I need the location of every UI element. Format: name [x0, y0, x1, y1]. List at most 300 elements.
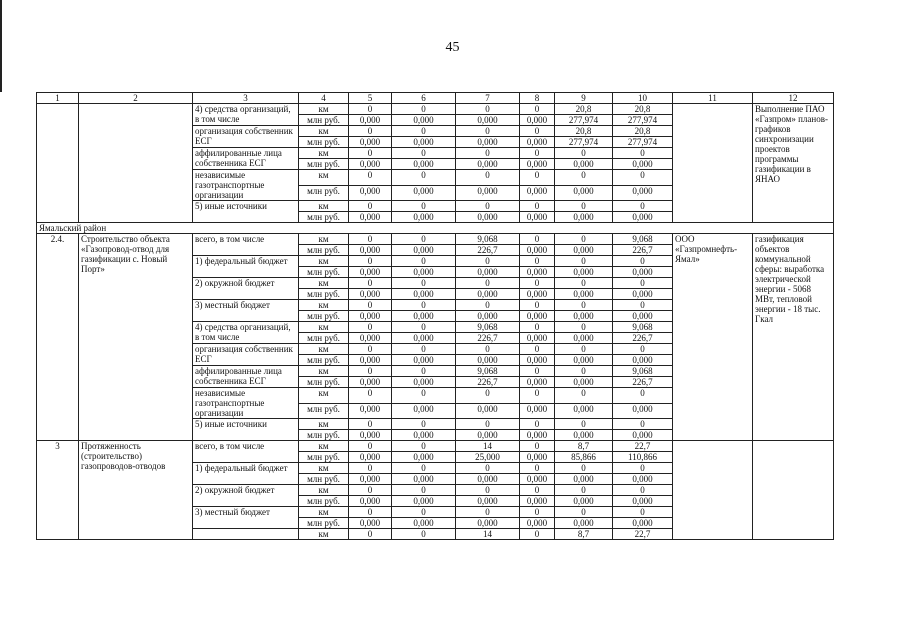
- value-cell: 0: [349, 366, 392, 377]
- funding-source-label: организация собственник ЕСГ: [193, 126, 299, 148]
- value-cell: 0,000: [349, 289, 392, 300]
- expected-result: Выполнение ПАО «Газпром» планов-графиков синхронизации проектов программы газификации в ЯНАО: [753, 104, 834, 223]
- unit-cell: млн руб.: [299, 403, 349, 419]
- item-number: [37, 104, 79, 223]
- value-cell: 0,000: [555, 403, 613, 419]
- value-cell: 0: [555, 300, 613, 311]
- value-cell: 0: [520, 148, 555, 159]
- unit-cell: млн руб.: [299, 267, 349, 278]
- value-cell: 0,000: [349, 518, 392, 529]
- value-cell: 226,7: [613, 333, 673, 344]
- funding-source-label: 1) федеральный бюджет: [193, 463, 299, 485]
- value-cell: 226,7: [613, 245, 673, 256]
- value-cell: 0,000: [555, 496, 613, 507]
- unit-cell: км: [299, 256, 349, 267]
- value-cell: 0,000: [349, 377, 392, 388]
- table-row: [37, 104, 834, 115]
- section-row: [37, 223, 834, 234]
- unit-cell: км: [299, 485, 349, 496]
- value-cell: 0,000: [555, 377, 613, 388]
- value-cell: 14: [456, 441, 520, 452]
- funding-source-label: аффилированные лица собственника ЕСГ: [193, 148, 299, 170]
- value-cell: 0,000: [555, 289, 613, 300]
- column-header: 7: [456, 93, 520, 104]
- column-header: 1: [37, 93, 79, 104]
- expected-result: [753, 441, 834, 540]
- value-cell: 0: [520, 234, 555, 245]
- item-name: Строительство объекта «Газопровод-отвод для газификации с. Новый Порт»: [79, 234, 193, 441]
- value-cell: 0: [520, 485, 555, 496]
- value-cell: 0,000: [520, 452, 555, 463]
- value-cell: 0: [520, 366, 555, 377]
- funding-source-label: 5) иные источники: [193, 419, 299, 441]
- value-cell: 0: [520, 529, 555, 540]
- value-cell: 0: [456, 463, 520, 474]
- value-cell: 0,000: [520, 185, 555, 201]
- unit-cell: км: [299, 126, 349, 137]
- value-cell: 0,000: [392, 185, 456, 201]
- unit-cell: км: [299, 344, 349, 355]
- value-cell: 0: [349, 126, 392, 137]
- value-cell: 0: [520, 300, 555, 311]
- value-cell: 20,8: [555, 104, 613, 115]
- value-cell: 0: [555, 388, 613, 404]
- value-cell: 20,8: [613, 126, 673, 137]
- value-cell: 14: [456, 529, 520, 540]
- column-header: 12: [753, 93, 834, 104]
- value-cell: 0,000: [456, 289, 520, 300]
- value-cell: 0,000: [392, 115, 456, 126]
- value-cell: 0: [392, 529, 456, 540]
- value-cell: 0: [349, 388, 392, 404]
- value-cell: 0,000: [349, 496, 392, 507]
- funding-source-label: всего, в том числе: [193, 234, 299, 256]
- value-cell: 20,8: [555, 126, 613, 137]
- value-cell: 0: [456, 170, 520, 186]
- value-cell: 0,000: [392, 430, 456, 441]
- value-cell: 9,068: [456, 234, 520, 245]
- value-cell: 0,000: [456, 185, 520, 201]
- value-cell: 0: [456, 507, 520, 518]
- value-cell: 0,000: [520, 403, 555, 419]
- unit-cell: млн руб.: [299, 474, 349, 485]
- section-title: Ямальский район: [37, 223, 834, 234]
- value-cell: 0: [520, 507, 555, 518]
- value-cell: 0: [392, 441, 456, 452]
- page-number: 45: [445, 40, 460, 55]
- value-cell: 0,000: [555, 311, 613, 322]
- value-cell: 0,000: [349, 137, 392, 148]
- funding-source-label: 2) окружной бюджет: [193, 278, 299, 300]
- value-cell: 0: [456, 419, 520, 430]
- value-cell: 0: [456, 344, 520, 355]
- unit-cell: км: [299, 170, 349, 186]
- value-cell: 0: [555, 507, 613, 518]
- value-cell: 0: [520, 463, 555, 474]
- value-cell: 0: [392, 126, 456, 137]
- value-cell: 0: [349, 322, 392, 333]
- value-cell: 0: [613, 344, 673, 355]
- column-header: 8: [520, 93, 555, 104]
- value-cell: 0,000: [520, 474, 555, 485]
- value-cell: 0: [613, 278, 673, 289]
- value-cell: 0: [456, 126, 520, 137]
- value-cell: 0,000: [613, 159, 673, 170]
- value-cell: 0,000: [555, 245, 613, 256]
- unit-cell: млн руб.: [299, 496, 349, 507]
- value-cell: 0,000: [613, 267, 673, 278]
- value-cell: 0,000: [613, 496, 673, 507]
- value-cell: 9,068: [456, 366, 520, 377]
- value-cell: 0,000: [456, 267, 520, 278]
- value-cell: 0,000: [613, 518, 673, 529]
- unit-cell: км: [299, 529, 349, 540]
- value-cell: 0,000: [392, 212, 456, 223]
- value-cell: 110,866: [613, 452, 673, 463]
- value-cell: 0: [349, 507, 392, 518]
- value-cell: 0,000: [392, 474, 456, 485]
- value-cell: 0,000: [349, 474, 392, 485]
- column-header: 2: [79, 93, 193, 104]
- value-cell: 0,000: [613, 355, 673, 366]
- column-header: 3: [193, 93, 299, 104]
- value-cell: 0,000: [456, 355, 520, 366]
- value-cell: 0: [456, 148, 520, 159]
- value-cell: 0: [555, 485, 613, 496]
- value-cell: 0: [613, 170, 673, 186]
- value-cell: 0,000: [456, 115, 520, 126]
- column-header: 9: [555, 93, 613, 104]
- value-cell: 0: [520, 322, 555, 333]
- value-cell: 0,000: [349, 452, 392, 463]
- value-cell: 0,000: [555, 212, 613, 223]
- value-cell: 0: [349, 104, 392, 115]
- funding-source-label: 1) федеральный бюджет: [193, 256, 299, 278]
- unit-cell: млн руб.: [299, 333, 349, 344]
- funding-source-label: 4) средства организаций, в том числе: [193, 322, 299, 344]
- funding-source-label: аффилированные лица собственника ЕСГ: [193, 366, 299, 388]
- value-cell: 0,000: [349, 245, 392, 256]
- value-cell: 22,7: [613, 529, 673, 540]
- value-cell: 0: [349, 170, 392, 186]
- value-cell: 0: [392, 388, 456, 404]
- value-cell: 0,000: [520, 159, 555, 170]
- value-cell: 0,000: [349, 185, 392, 201]
- value-cell: 0,000: [456, 430, 520, 441]
- value-cell: 0: [456, 256, 520, 267]
- value-cell: 0: [456, 485, 520, 496]
- value-cell: 0,000: [392, 452, 456, 463]
- unit-cell: млн руб.: [299, 289, 349, 300]
- value-cell: 226,7: [456, 377, 520, 388]
- value-cell: 0,000: [520, 267, 555, 278]
- value-cell: 0,000: [392, 403, 456, 419]
- value-cell: 8,7: [555, 441, 613, 452]
- value-cell: 0: [555, 366, 613, 377]
- value-cell: 0,000: [555, 474, 613, 485]
- value-cell: 0: [520, 344, 555, 355]
- value-cell: 0: [456, 388, 520, 404]
- value-cell: 277,974: [613, 137, 673, 148]
- value-cell: 0: [613, 201, 673, 212]
- unit-cell: км: [299, 366, 349, 377]
- unit-cell: км: [299, 201, 349, 212]
- value-cell: 0: [555, 278, 613, 289]
- value-cell: 0: [555, 201, 613, 212]
- value-cell: 0,000: [520, 212, 555, 223]
- value-cell: 0,000: [349, 430, 392, 441]
- responsible-org: [673, 441, 753, 540]
- value-cell: 22,7: [613, 441, 673, 452]
- value-cell: 0,000: [520, 137, 555, 148]
- value-cell: 0: [349, 148, 392, 159]
- column-header: 5: [349, 93, 392, 104]
- value-cell: 25,000: [456, 452, 520, 463]
- value-cell: 0,000: [456, 159, 520, 170]
- value-cell: 0: [520, 441, 555, 452]
- value-cell: 0: [613, 300, 673, 311]
- column-number-row: [37, 93, 834, 104]
- unit-cell: км: [299, 419, 349, 430]
- funding-source-label: организация собственник ЕСГ: [193, 344, 299, 366]
- unit-cell: млн руб.: [299, 212, 349, 223]
- value-cell: 0: [613, 148, 673, 159]
- item-name: Протяженность (строительство) газопроводов-отводов: [79, 441, 193, 540]
- column-header: 6: [392, 93, 456, 104]
- value-cell: 0: [456, 278, 520, 289]
- item-name: [79, 104, 193, 223]
- item-number: 2.4.: [37, 234, 79, 441]
- value-cell: 0,000: [456, 137, 520, 148]
- value-cell: 277,974: [555, 115, 613, 126]
- value-cell: 0,000: [613, 430, 673, 441]
- value-cell: 0,000: [392, 267, 456, 278]
- value-cell: 0,000: [520, 430, 555, 441]
- value-cell: 226,7: [456, 333, 520, 344]
- unit-cell: км: [299, 148, 349, 159]
- column-header: 11: [673, 93, 753, 104]
- value-cell: 0: [392, 366, 456, 377]
- value-cell: 0: [613, 507, 673, 518]
- value-cell: 0,000: [456, 212, 520, 223]
- unit-cell: млн руб.: [299, 159, 349, 170]
- value-cell: 0: [613, 463, 673, 474]
- value-cell: 0,000: [392, 496, 456, 507]
- value-cell: 0,000: [613, 311, 673, 322]
- value-cell: 0,000: [392, 159, 456, 170]
- value-cell: 8,7: [555, 529, 613, 540]
- value-cell: 0: [392, 170, 456, 186]
- value-cell: 0: [349, 463, 392, 474]
- value-cell: 0: [392, 485, 456, 496]
- gasification-table: [36, 92, 834, 540]
- value-cell: 0: [392, 507, 456, 518]
- unit-cell: км: [299, 104, 349, 115]
- unit-cell: млн руб.: [299, 137, 349, 148]
- value-cell: 0,000: [349, 212, 392, 223]
- unit-cell: км: [299, 234, 349, 245]
- value-cell: 0,000: [392, 137, 456, 148]
- value-cell: 0: [520, 388, 555, 404]
- value-cell: 0: [520, 170, 555, 186]
- item-number: 3: [37, 441, 79, 540]
- value-cell: 0,000: [392, 518, 456, 529]
- value-cell: 0: [392, 344, 456, 355]
- value-cell: 0,000: [555, 430, 613, 441]
- unit-cell: млн руб.: [299, 245, 349, 256]
- value-cell: 0,000: [555, 185, 613, 201]
- unit-cell: км: [299, 388, 349, 404]
- value-cell: 0: [349, 344, 392, 355]
- value-cell: 0: [555, 234, 613, 245]
- value-cell: 0,000: [555, 355, 613, 366]
- value-cell: 226,7: [613, 377, 673, 388]
- value-cell: 0,000: [613, 212, 673, 223]
- value-cell: 0: [392, 278, 456, 289]
- responsible-org: [673, 104, 753, 223]
- value-cell: 0: [555, 322, 613, 333]
- table-row: [37, 441, 834, 452]
- funding-source-label: всего, в том числе: [193, 441, 299, 463]
- value-cell: 0,000: [520, 496, 555, 507]
- value-cell: 0,000: [349, 403, 392, 419]
- funding-source-label: независимые газотранспортные организации: [193, 388, 299, 419]
- value-cell: 0,000: [520, 518, 555, 529]
- value-cell: 0,000: [456, 518, 520, 529]
- value-cell: 0: [349, 300, 392, 311]
- value-cell: 0: [555, 148, 613, 159]
- value-cell: 0,000: [520, 377, 555, 388]
- value-cell: 0: [349, 485, 392, 496]
- unit-cell: млн руб.: [299, 185, 349, 201]
- table-row: [37, 234, 834, 245]
- value-cell: 0: [392, 234, 456, 245]
- value-cell: 0: [613, 388, 673, 404]
- value-cell: 0,000: [392, 289, 456, 300]
- value-cell: 0,000: [456, 311, 520, 322]
- value-cell: 0: [392, 148, 456, 159]
- value-cell: 0: [555, 463, 613, 474]
- value-cell: 0: [349, 234, 392, 245]
- value-cell: 0: [520, 278, 555, 289]
- value-cell: 0,000: [456, 496, 520, 507]
- value-cell: 226,7: [456, 245, 520, 256]
- value-cell: 0: [392, 256, 456, 267]
- value-cell: 0: [520, 126, 555, 137]
- value-cell: 0: [392, 322, 456, 333]
- value-cell: 9,068: [613, 322, 673, 333]
- value-cell: 0: [349, 419, 392, 430]
- value-cell: 0: [613, 256, 673, 267]
- value-cell: 0,000: [555, 518, 613, 529]
- value-cell: 0,000: [613, 474, 673, 485]
- value-cell: 0,000: [392, 355, 456, 366]
- value-cell: 0: [555, 344, 613, 355]
- value-cell: 0: [613, 419, 673, 430]
- unit-cell: млн руб.: [299, 377, 349, 388]
- value-cell: 0: [392, 104, 456, 115]
- value-cell: 0: [349, 256, 392, 267]
- value-cell: 0,000: [392, 333, 456, 344]
- value-cell: 0: [349, 201, 392, 212]
- unit-cell: км: [299, 322, 349, 333]
- value-cell: 0,000: [613, 403, 673, 419]
- value-cell: 0,000: [520, 355, 555, 366]
- unit-cell: км: [299, 463, 349, 474]
- value-cell: 0: [520, 104, 555, 115]
- value-cell: 0,000: [349, 159, 392, 170]
- value-cell: 0,000: [613, 185, 673, 201]
- value-cell: 0,000: [520, 333, 555, 344]
- value-cell: 0: [349, 441, 392, 452]
- value-cell: 277,974: [613, 115, 673, 126]
- unit-cell: млн руб.: [299, 311, 349, 322]
- value-cell: 0: [456, 104, 520, 115]
- funding-source-label: 3) местный бюджет: [193, 300, 299, 322]
- value-cell: 9,068: [613, 234, 673, 245]
- value-cell: 85,866: [555, 452, 613, 463]
- value-cell: 277,974: [555, 137, 613, 148]
- column-header: 4: [299, 93, 349, 104]
- value-cell: 0: [456, 300, 520, 311]
- value-cell: 0,000: [349, 115, 392, 126]
- value-cell: 0: [349, 529, 392, 540]
- value-cell: 0,000: [392, 377, 456, 388]
- value-cell: 0,000: [456, 474, 520, 485]
- value-cell: 0: [392, 419, 456, 430]
- value-cell: 0,000: [349, 267, 392, 278]
- funding-source-label: независимые газотранспортные организации: [193, 170, 299, 201]
- value-cell: 0: [392, 201, 456, 212]
- value-cell: 0,000: [520, 115, 555, 126]
- value-cell: 0: [520, 419, 555, 430]
- value-cell: 0,000: [349, 333, 392, 344]
- value-cell: 0,000: [349, 311, 392, 322]
- value-cell: 0,000: [555, 159, 613, 170]
- unit-cell: км: [299, 441, 349, 452]
- unit-cell: млн руб.: [299, 430, 349, 441]
- value-cell: 0: [349, 278, 392, 289]
- funding-source-label: 5) иные источники: [193, 201, 299, 223]
- funding-source-label: 3) местный бюджет: [193, 507, 299, 529]
- value-cell: 0: [555, 256, 613, 267]
- value-cell: 0,000: [520, 311, 555, 322]
- unit-cell: км: [299, 507, 349, 518]
- value-cell: 0,000: [392, 311, 456, 322]
- column-header: 10: [613, 93, 673, 104]
- value-cell: 20,8: [613, 104, 673, 115]
- value-cell: 0: [456, 201, 520, 212]
- value-cell: 0,000: [520, 245, 555, 256]
- value-cell: 0: [555, 419, 613, 430]
- expected-result: газификация объектов коммунальной сферы: выработка электрической энергии - 5068 МВт, тепловой энергии - 18 тыс. Гкал: [753, 234, 834, 441]
- value-cell: 0,000: [520, 289, 555, 300]
- value-cell: 0: [555, 170, 613, 186]
- value-cell: 0: [392, 300, 456, 311]
- value-cell: 0: [392, 463, 456, 474]
- value-cell: 0,000: [349, 355, 392, 366]
- funding-source-label: 4) средства организаций, в том числе: [193, 104, 299, 126]
- value-cell: 0: [520, 201, 555, 212]
- value-cell: 0,000: [456, 403, 520, 419]
- funding-source-label: 2) окружной бюджет: [193, 485, 299, 507]
- unit-cell: млн руб.: [299, 518, 349, 529]
- unit-cell: км: [299, 278, 349, 289]
- value-cell: 9,068: [456, 322, 520, 333]
- value-cell: 9,068: [613, 366, 673, 377]
- unit-cell: млн руб.: [299, 452, 349, 463]
- value-cell: 0,000: [613, 289, 673, 300]
